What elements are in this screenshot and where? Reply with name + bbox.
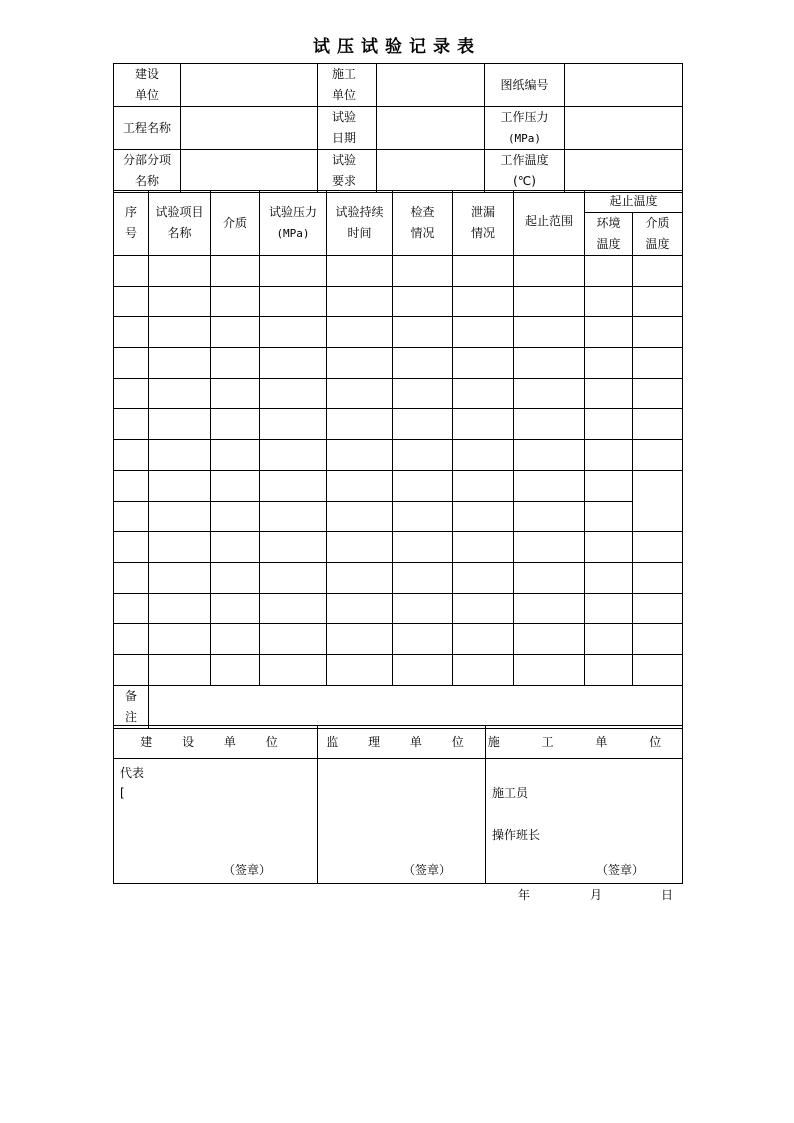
table-cell[interactable] [327, 378, 393, 409]
construct-unit-heading: 施 工 单 位 [486, 726, 683, 759]
table-cell[interactable] [585, 256, 633, 287]
table-cell[interactable] [260, 532, 327, 563]
test-req-label: 试验 要求 [318, 150, 377, 193]
table-cell[interactable] [585, 501, 633, 532]
table-cell[interactable] [260, 440, 327, 471]
table-cell[interactable] [633, 440, 683, 471]
table-cell[interactable] [114, 562, 149, 593]
construct-unit-signature[interactable] [486, 759, 683, 884]
table-cell[interactable] [327, 624, 393, 655]
table-cell[interactable] [453, 440, 514, 471]
col-env-temp: 环境 温度 [585, 213, 633, 256]
table-cell[interactable] [327, 654, 393, 685]
table-cell[interactable] [327, 286, 393, 317]
table-cell[interactable] [633, 624, 683, 655]
table-cell[interactable] [260, 501, 327, 532]
table-cell[interactable] [453, 409, 514, 440]
table-cell[interactable] [393, 317, 453, 348]
table-cell[interactable] [149, 317, 211, 348]
table-cell[interactable] [514, 624, 585, 655]
table-cell[interactable] [211, 348, 260, 379]
table-cell[interactable] [514, 562, 585, 593]
test-date-value[interactable] [377, 107, 485, 150]
table-cell[interactable] [149, 440, 211, 471]
col-item-name: 试验项目 名称 [149, 191, 211, 256]
table-cell[interactable] [453, 348, 514, 379]
table-cell[interactable] [114, 256, 149, 287]
table-cell[interactable] [453, 593, 514, 624]
table-cell[interactable] [327, 440, 393, 471]
col-inspect: 检查 情况 [393, 191, 453, 256]
table-cell[interactable] [393, 624, 453, 655]
work-pressure-label: 工作压力 (MPa) [485, 107, 565, 150]
table-cell[interactable] [453, 317, 514, 348]
table-cell[interactable] [633, 562, 683, 593]
col-temp-group: 起止温度 [585, 191, 683, 213]
table-cell[interactable] [211, 286, 260, 317]
drawing-no-label: 图纸编号 [485, 64, 565, 107]
remark-value[interactable] [149, 685, 683, 728]
table-cell[interactable] [633, 378, 683, 409]
col-range: 起止范围 [514, 191, 585, 256]
table-cell[interactable] [453, 470, 514, 501]
sub-item-value[interactable] [181, 150, 318, 193]
table-cell[interactable] [514, 256, 585, 287]
table-cell[interactable] [211, 562, 260, 593]
table-row [114, 378, 683, 409]
table-cell[interactable] [393, 532, 453, 563]
table-cell[interactable] [585, 348, 633, 379]
table-cell[interactable] [514, 348, 585, 379]
table-cell[interactable] [260, 378, 327, 409]
table-cell[interactable] [211, 440, 260, 471]
table-cell[interactable] [393, 286, 453, 317]
table-cell[interactable] [211, 256, 260, 287]
table-cell[interactable] [260, 624, 327, 655]
table-row [114, 317, 683, 348]
table-cell[interactable] [453, 654, 514, 685]
work-temp-value[interactable] [565, 150, 683, 193]
table-cell[interactable] [585, 470, 633, 501]
table-cell[interactable] [393, 440, 453, 471]
table-cell[interactable] [514, 654, 585, 685]
signature-table [113, 725, 683, 884]
table-cell[interactable] [453, 532, 514, 563]
table-row [114, 532, 683, 563]
remark-label: 备 注 [114, 685, 149, 728]
table-cell[interactable] [393, 378, 453, 409]
table-cell[interactable] [260, 256, 327, 287]
table-row [114, 470, 683, 501]
test-req-value[interactable] [377, 150, 485, 193]
sub-item-label: 分部分项 名称 [114, 150, 181, 193]
worker-label: 施工员 [492, 786, 529, 800]
col-seq: 序 号 [114, 191, 149, 256]
table-cell[interactable] [327, 348, 393, 379]
table-cell[interactable] [393, 470, 453, 501]
table-cell[interactable] [149, 348, 211, 379]
table-row [114, 409, 683, 440]
table-cell[interactable] [327, 409, 393, 440]
table-cell[interactable] [585, 378, 633, 409]
col-pressure: 试验压力 (MPa) [260, 191, 327, 256]
rep-label: 代表 [120, 766, 145, 780]
table-row [114, 654, 683, 685]
table-cell[interactable] [114, 317, 149, 348]
table-cell[interactable] [633, 532, 683, 563]
table-cell[interactable] [514, 501, 585, 532]
table-cell[interactable] [393, 409, 453, 440]
table-cell[interactable] [633, 286, 683, 317]
build-unit-value[interactable] [181, 64, 318, 107]
table-cell[interactable] [114, 593, 149, 624]
table-cell[interactable] [453, 562, 514, 593]
table-cell[interactable] [393, 501, 453, 532]
table-row [114, 440, 683, 471]
table-cell[interactable] [327, 317, 393, 348]
table-cell[interactable] [211, 624, 260, 655]
table-cell[interactable] [585, 532, 633, 563]
table-cell[interactable] [260, 593, 327, 624]
table-cell[interactable] [114, 624, 149, 655]
table-cell[interactable] [114, 440, 149, 471]
table-cell[interactable] [393, 654, 453, 685]
table-cell[interactable] [211, 409, 260, 440]
table-cell[interactable] [327, 593, 393, 624]
table-cell[interactable] [114, 348, 149, 379]
work-pressure-value[interactable] [565, 107, 683, 150]
table-cell[interactable] [633, 654, 683, 685]
col-medium: 介质 [211, 191, 260, 256]
table-cell[interactable] [585, 624, 633, 655]
table-cell[interactable] [260, 470, 327, 501]
table-cell[interactable] [585, 409, 633, 440]
table-row [114, 256, 683, 287]
supervise-unit-signature[interactable] [318, 759, 486, 884]
table-cell[interactable] [453, 501, 514, 532]
table-cell[interactable] [149, 378, 211, 409]
table-cell[interactable] [585, 286, 633, 317]
table-cell[interactable] [211, 593, 260, 624]
table-cell[interactable] [633, 593, 683, 624]
table-cell[interactable] [149, 562, 211, 593]
table-row [114, 562, 683, 593]
table-cell[interactable] [393, 256, 453, 287]
table-cell[interactable] [114, 532, 149, 563]
table-cell[interactable] [585, 654, 633, 685]
table-cell[interactable] [633, 470, 683, 531]
stamp-label: （签章） [402, 863, 451, 877]
date-month: 月 [590, 888, 603, 902]
stamp-label: （签章） [595, 863, 644, 877]
table-cell[interactable] [260, 286, 327, 317]
table-cell[interactable] [149, 654, 211, 685]
date-day: 日 [661, 888, 674, 902]
work-temp-label: 工作温度 (℃) [485, 150, 565, 193]
table-cell[interactable] [114, 501, 149, 532]
table-cell[interactable] [453, 256, 514, 287]
table-cell[interactable] [327, 562, 393, 593]
table-cell[interactable] [585, 317, 633, 348]
table-cell[interactable] [327, 532, 393, 563]
table-cell[interactable] [633, 348, 683, 379]
supervise-unit-heading: 监 理 单 位 [318, 726, 486, 759]
table-cell[interactable] [514, 470, 585, 501]
table-cell[interactable] [514, 532, 585, 563]
table-cell[interactable] [393, 348, 453, 379]
project-info-table [113, 63, 683, 193]
table-cell[interactable] [514, 317, 585, 348]
table-cell[interactable] [393, 562, 453, 593]
table-cell[interactable] [149, 501, 211, 532]
table-cell[interactable] [585, 562, 633, 593]
table-cell[interactable] [327, 501, 393, 532]
table-cell[interactable] [114, 286, 149, 317]
table-cell[interactable] [633, 256, 683, 287]
table-cell[interactable] [260, 317, 327, 348]
drawing-no-value[interactable] [565, 64, 683, 107]
table-cell[interactable] [211, 532, 260, 563]
table-cell[interactable] [260, 654, 327, 685]
leader-label: 操作班长 [492, 828, 541, 842]
table-cell[interactable] [393, 593, 453, 624]
table-cell[interactable] [453, 286, 514, 317]
col-duration: 试验持续 时间 [327, 191, 393, 256]
stamp-label: （签章） [222, 863, 271, 877]
table-cell[interactable] [327, 256, 393, 287]
bracket-mark: [ [120, 786, 125, 800]
table-row [114, 286, 683, 317]
table-cell[interactable] [633, 409, 683, 440]
table-cell[interactable] [149, 624, 211, 655]
table-cell[interactable] [114, 470, 149, 501]
table-cell[interactable] [514, 286, 585, 317]
table-cell[interactable] [453, 624, 514, 655]
table-cell[interactable] [633, 317, 683, 348]
table-cell[interactable] [114, 654, 149, 685]
table-cell[interactable] [211, 470, 260, 501]
project-name-label: 工程名称 [114, 107, 181, 150]
table-cell[interactable] [149, 256, 211, 287]
construct-unit-value[interactable] [377, 64, 485, 107]
table-cell[interactable] [211, 654, 260, 685]
table-cell[interactable] [211, 501, 260, 532]
table-cell[interactable] [514, 593, 585, 624]
col-med-temp: 介质 温度 [633, 213, 683, 256]
table-cell[interactable] [260, 348, 327, 379]
table-row [114, 348, 683, 379]
page-title: 试压试验记录表 [313, 37, 481, 57]
table-cell[interactable] [514, 378, 585, 409]
table-cell[interactable] [114, 409, 149, 440]
table-cell[interactable] [514, 409, 585, 440]
test-date-label: 试验 日期 [318, 107, 377, 150]
table-cell[interactable] [149, 532, 211, 563]
table-cell[interactable] [585, 593, 633, 624]
construct-unit-label: 施工 单位 [318, 64, 377, 107]
table-cell[interactable] [149, 470, 211, 501]
table-cell[interactable] [149, 409, 211, 440]
test-record-table [113, 190, 683, 729]
table-cell[interactable] [585, 440, 633, 471]
table-row [114, 501, 683, 532]
table-cell[interactable] [514, 440, 585, 471]
project-name-value[interactable] [181, 107, 318, 150]
build-unit-signature[interactable] [114, 759, 318, 884]
table-cell[interactable] [211, 378, 260, 409]
table-cell[interactable] [114, 378, 149, 409]
table-cell[interactable] [149, 286, 211, 317]
date-year: 年 [518, 888, 531, 902]
table-row [114, 593, 683, 624]
table-cell[interactable] [211, 317, 260, 348]
table-cell[interactable] [260, 562, 327, 593]
build-unit-label: 建设 单位 [114, 64, 181, 107]
build-unit-heading: 建 设 单 位 [114, 726, 318, 759]
table-cell[interactable] [149, 593, 211, 624]
table-row [114, 624, 683, 655]
table-cell[interactable] [453, 378, 514, 409]
col-leak: 泄漏 情况 [453, 191, 514, 256]
table-cell[interactable] [327, 470, 393, 501]
table-cell[interactable] [260, 409, 327, 440]
